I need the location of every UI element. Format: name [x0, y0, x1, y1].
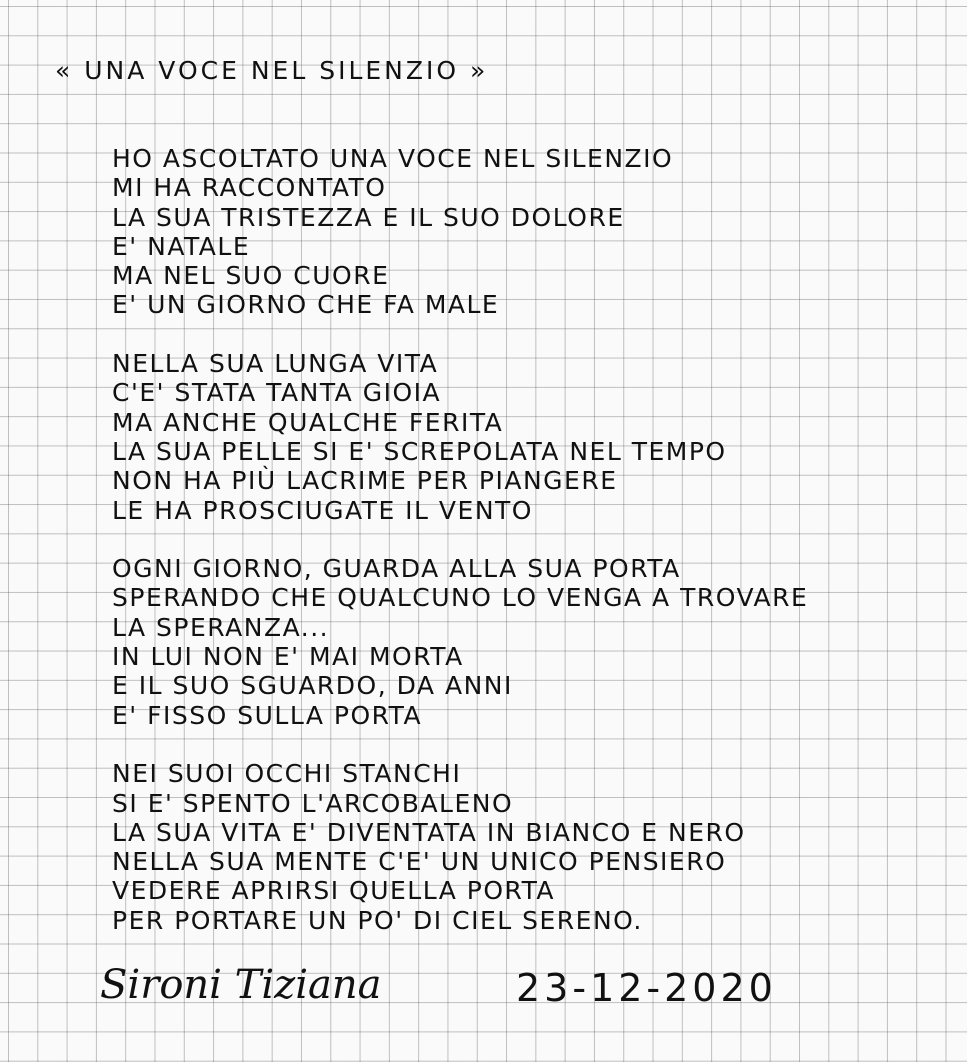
author-signature: Sironi Tiziana — [100, 962, 382, 1008]
poem-line: MA ANCHE QUALCHE FERITA — [112, 407, 504, 437]
poem-body — [112, 144, 808, 964]
poem-line: NEI SUOI OCCHI STANCHI — [112, 759, 462, 789]
poem-line: LA SUA VITA E' DIVENTATA IN BIANCO E NERO — [112, 817, 746, 847]
poem-line: E IL SUO SGUARDO, DA ANNI — [112, 671, 513, 701]
poem-line: C'E' STATA TANTA GIOIA — [112, 378, 442, 408]
poem-line: LA SUA PELLE SI E' SCREPOLATA NEL TEMPO — [112, 436, 727, 466]
poem-line: MI HA RACCONTATO — [112, 173, 387, 203]
poem-line: HO ASCOLTATO UNA VOCE NEL SILENZIO — [112, 144, 674, 173]
poem-line: E' UN GIORNO CHE FA MALE — [112, 290, 500, 320]
poem-line: IN LUI NON E' MAI MORTA — [112, 642, 464, 672]
poem-line: NON HA PIÙ LACRIME PER PIANGERE — [112, 466, 618, 496]
stanza-3 — [112, 554, 808, 730]
poem-line: SPERANDO CHE QUALCUNO LO VENGA A TROVARE — [112, 583, 809, 613]
poem-line: PER PORTARE UN PO' DI CIEL SERENO. — [112, 905, 643, 935]
poem-line: SI E' SPENTO L'ARCOBALENO — [112, 788, 514, 818]
stanza-4 — [112, 759, 808, 935]
poem-title: « UNA VOCE NEL SILENZIO » — [55, 56, 489, 85]
poem-line: OGNI GIORNO, GUARDA ALLA SUA PORTA — [112, 554, 681, 584]
poem-line: VEDERE APRIRSI QUELLA PORTA — [112, 876, 556, 906]
stanza-2 — [112, 349, 808, 525]
poem-line: LA SPERANZA... — [112, 612, 330, 642]
poem-line: NELLA SUA LUNGA VITA — [112, 349, 439, 379]
poem-line: LE HA PROSCIUGATE IL VENTO — [112, 495, 533, 525]
poem-line: E' FISSO SULLA PORTA — [112, 700, 423, 730]
poem-line: LA SUA TRISTEZZA E IL SUO DOLORE — [112, 202, 625, 232]
poem-line: MA NEL SUO CUORE — [112, 261, 390, 291]
poem-date: 23-12-2020 — [516, 966, 777, 1010]
poem-line: NELLA SUA MENTE C'E' UN UNICO PENSIERO — [112, 847, 727, 877]
poem-line: E' NATALE — [112, 231, 251, 261]
stanza-1 — [112, 144, 808, 320]
